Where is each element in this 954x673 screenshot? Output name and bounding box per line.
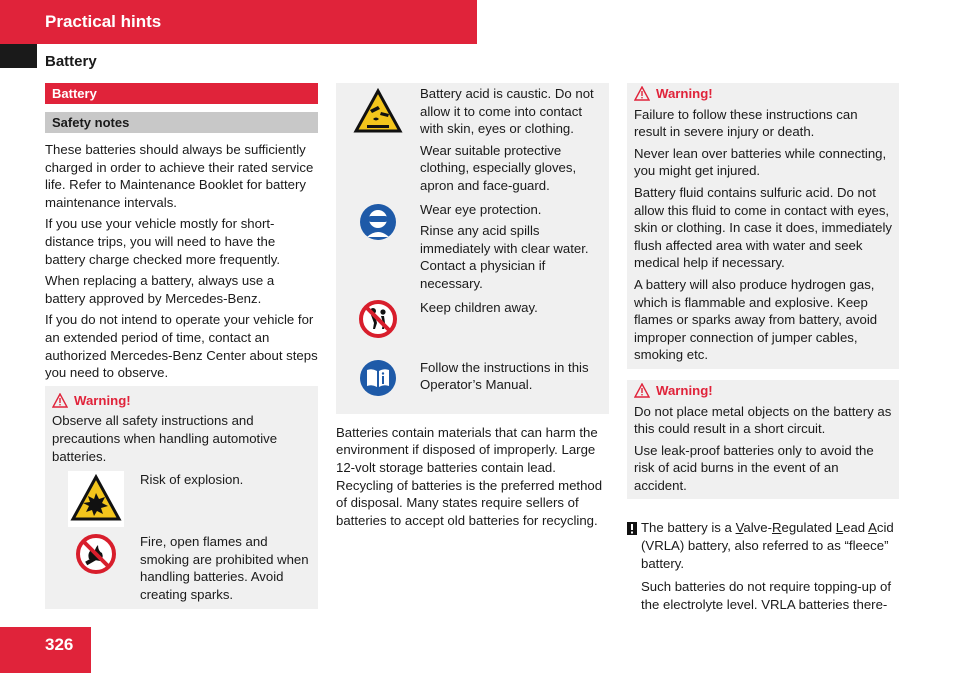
warning-title: Warning! — [74, 392, 131, 408]
warning-item-text: Risk of explosion. — [140, 472, 244, 488]
paragraph: When replacing a battery, always use a battery approved by Mercedes-Benz. — [45, 273, 275, 306]
paragraph: These batteries should always be sufficiently charged in order to achieve their rated service life. Refer to Maintenance Booklet for battery maintenance intervals. — [45, 142, 314, 210]
symbol-item — [336, 85, 609, 199]
warning-text: A battery will also produce hydrogen gas, which is flammable and explosive. Keep flames or sparks away from battery, avoid improper connection of jumper cables, smoking etc. — [634, 276, 878, 363]
page-number: 326 — [45, 635, 74, 654]
manual-info-icon — [359, 359, 397, 397]
warning-text: Do not place metal objects on the battery as this could result in a short circuit. — [634, 403, 892, 437]
page-number-box — [0, 627, 91, 673]
paragraph: If you do not intend to operate your vehicle for an extended period of time, contact an authorized Mercedes-Benz Center about steps you need to observe. — [45, 312, 318, 381]
warning-triangle-icon — [634, 383, 650, 398]
symbol-text: Wear eye protection. — [420, 201, 542, 217]
note-text: The battery is a Valve-Regulated Lead Acid (VRLA) battery, also referred to as “fleece” battery. — [641, 520, 894, 571]
warning-triangle-icon — [634, 86, 650, 101]
section-title: Practical hints — [45, 12, 162, 31]
warning-text: Use leak-proof batteries only to avoid the risk of acid burns in the event of an accident. — [634, 442, 874, 493]
warning-text: Battery fluid contains sulfuric acid. Do not allow this fluid to come in contact with eyes, skin or clothing. In case it does, immediately flush affected area with water and seek medical help if necessary. — [634, 184, 893, 271]
symbol-text: Wear suitable protective clothing, especially gloves, apron and face-guard. — [420, 142, 577, 193]
explosion-icon — [68, 471, 124, 527]
safety-notes-heading: Safety notes — [45, 112, 318, 133]
column-3 — [627, 83, 899, 617]
symbol-text: Follow the instructions in this Operator’s Manual. — [420, 359, 589, 393]
warning-text: Observe all safety instructions and precautions when handling automotive batteries. — [52, 413, 278, 464]
warning-box — [627, 380, 899, 500]
warning-box — [45, 386, 318, 610]
warning-text: Failure to follow these instructions can result in severe injury or death. — [634, 106, 858, 140]
battery-heading: Battery — [45, 83, 318, 104]
warning-item — [52, 533, 312, 603]
subsection-title: Battery — [45, 53, 97, 70]
warning-heading — [634, 85, 893, 103]
caustic-acid-icon — [353, 88, 403, 134]
warning-item-text: Fire, open flames and smoking are prohibited when handling batteries. Avoid creating sparks. — [140, 534, 309, 602]
warning-text: Never lean over batteries while connecting, you might get injured. — [634, 145, 887, 179]
warning-title: Warning! — [656, 86, 713, 101]
section-header-bar — [0, 0, 477, 44]
warning-heading — [52, 392, 312, 410]
symbols-box — [336, 83, 609, 414]
symbol-item — [336, 299, 609, 339]
section-tab-marker — [0, 44, 37, 68]
symbol-text: Rinse any acid spills immediately with clear water. Contact a physician if necessary. — [420, 223, 589, 291]
exclamation-icon — [627, 522, 637, 535]
paragraph: If you use your vehicle mostly for short-distance trips, you will need to have the battery charge checked more frequently. — [45, 216, 281, 267]
warning-title: Warning! — [656, 382, 713, 398]
warning-heading — [634, 382, 893, 400]
warning-item — [52, 471, 312, 527]
warning-triangle-icon — [52, 393, 68, 408]
note-text: Such batteries do not require topping-up of the electrolyte level. VRLA batteries there- — [641, 579, 891, 612]
column-2 — [336, 83, 609, 533]
column-1 — [45, 83, 318, 609]
eye-protection-icon — [359, 203, 397, 241]
symbol-item — [336, 359, 609, 398]
warning-box — [627, 83, 899, 369]
symbol-text: Battery acid is caustic. Do not allow it to come into contact with skin, eyes or clothing. — [420, 86, 594, 137]
intro-text — [45, 141, 318, 382]
keep-children-away-icon — [358, 299, 398, 339]
recycling-paragraph: Batteries contain materials that can harm the environment if disposed of improperly. Large 12-volt storage batteries contain lead. Recycling of batteries is the preferred method of disposal. Many states require sellers of batteries to accept old batteries for recycling. — [336, 424, 603, 528]
no-fire-smoking-icon — [75, 533, 117, 575]
note-block — [627, 519, 899, 613]
symbol-item — [336, 201, 609, 297]
symbol-text: Keep children away. — [420, 299, 538, 315]
